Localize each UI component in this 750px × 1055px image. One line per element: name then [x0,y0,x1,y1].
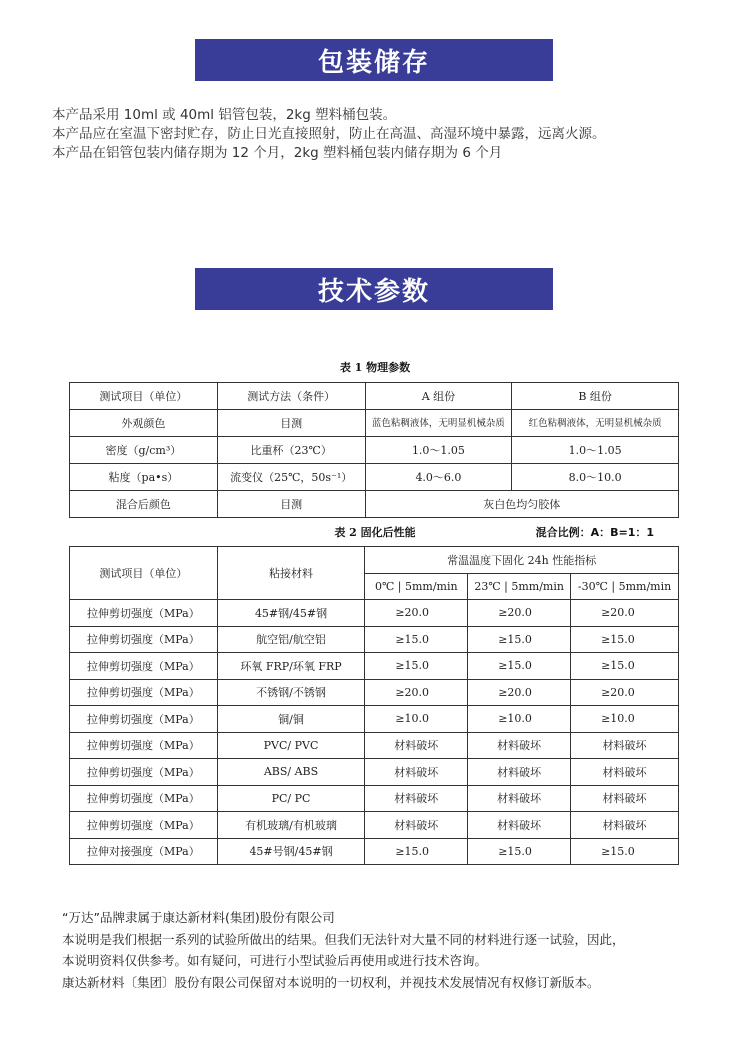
table-cell: 拉伸剪切强度（MPa） [70,679,218,706]
table-cell: 外观颜色 [70,410,218,437]
table-row [70,491,679,518]
table-row [70,437,679,464]
table-row [70,732,679,759]
table-cell: ≥15.0 [365,626,468,653]
storage-text [52,106,712,163]
table-cell: 1.0～1.05 [365,437,512,464]
table-cell: ≥10.0 [468,706,571,733]
table-cell: ≥15.0 [365,838,468,865]
table2-caption: 表 2 固化后性能 [334,526,416,539]
header-cell: 0℃ | 5mm/min [365,574,468,600]
table1-caption: 表 1 物理参数 [339,361,411,374]
table-cell: 45#钢/45#钢 [217,600,365,627]
table-row [70,653,679,680]
header-cell: 测试项目（单位） [70,547,218,600]
table-cell: 拉伸剪切强度（MPa） [70,626,218,653]
mix-ratio: 混合比例：A：B=1：1 [535,526,654,539]
table-cell: 比重杯（23℃） [217,437,365,464]
storage-line: 本产品应在室温下密封贮存，防止日光直接照射，防止在高温、高湿环境中暴露，远离火源。 [52,126,606,142]
table-cell: 拉伸对接强度（MPa） [70,838,218,865]
table-row [70,600,679,627]
footer-text [62,907,722,993]
table-cell: 材料破坏 [365,732,468,759]
table-cell: ABS/ ABS [217,759,365,786]
table-row [70,626,679,653]
table-cell: 拉伸剪切强度（MPa） [70,812,218,839]
table-cell: 拉伸剪切强度（MPa） [70,600,218,627]
table-cell: ≥15.0 [571,838,679,865]
table-cell: ≥15.0 [468,626,571,653]
table-row [70,679,679,706]
table-cell: 材料破坏 [571,812,679,839]
table-cell: 材料破坏 [468,785,571,812]
table-cell: 材料破坏 [571,732,679,759]
table-cell: ≥10.0 [571,706,679,733]
footer-line: 康达新材料〔集团〕股份有限公司保留对本说明的一切权利，并视技术发展情况有权修订新版本。 [62,974,600,990]
table-cell: 45#号钢/45#钢 [217,838,365,865]
table-cell: PVC/ PVC [217,732,365,759]
table-cell: 拉伸剪切强度（MPa） [70,732,218,759]
table-cell: 灰白色均匀胶体 [365,491,678,518]
header-cell: 粘接材料 [217,547,365,600]
table-row [70,759,679,786]
table-cell: 拉伸剪切强度（MPa） [70,653,218,680]
table-cell: 环氧 FRP/环氧 FRP [217,653,365,680]
table-cell: 材料破坏 [365,759,468,786]
header-cell: 测试项目（单位） [70,383,218,410]
table-cell: 有机玻璃/有机玻璃 [217,812,365,839]
table-cell: ≥20.0 [365,679,468,706]
table-cell: 4.0～6.0 [365,464,512,491]
footer-line: 本说明资料仅供参考。如有疑问，可进行小型试验后再使用或进行技术咨询。 [62,953,488,968]
table-cell: ≥15.0 [468,653,571,680]
packaging-storage-banner: 包装储存 [195,39,553,81]
table-cell: 材料破坏 [571,785,679,812]
table-cell: 目测 [217,491,365,518]
table-row [70,706,679,733]
table-row [70,464,679,491]
table-cell: 材料破坏 [365,785,468,812]
table-header-row [70,383,679,410]
table-cell: 拉伸剪切强度（MPa） [70,759,218,786]
table-cell: 航空铝/航空铝 [217,626,365,653]
table-cell: 拉伸剪切强度（MPa） [70,785,218,812]
header-cell: A 组份 [365,383,512,410]
header-cell: 常温温度下固化 24h 性能指标 [365,547,679,574]
table-row [70,812,679,839]
table-row [70,785,679,812]
storage-line: 本产品在铝管包装内储存期为 12 个月，2kg 塑料桶包装内储存期为 6 个月 [52,145,503,161]
table-cell: ≥15.0 [365,653,468,680]
table-cell: ≥15.0 [468,838,571,865]
table-cell: ≥15.0 [571,653,679,680]
table-cell: ≥20.0 [468,679,571,706]
header-cell: 23℃ | 5mm/min [468,574,571,600]
table-cell: 材料破坏 [468,759,571,786]
table-row [70,410,679,437]
table-cell: 材料破坏 [468,732,571,759]
table-cell: PC/ PC [217,785,365,812]
storage-line: 本产品采用 10ml 或 40ml 铝管包装，2kg 塑料桶包装。 [52,107,397,123]
cured-properties-table [69,546,679,865]
table-cell: 8.0～10.0 [512,464,679,491]
header-cell: B 组份 [512,383,679,410]
table-cell: 材料破坏 [365,812,468,839]
table-cell: 密度（g/cm³） [70,437,218,464]
table-cell: 混合后颜色 [70,491,218,518]
table-cell: 红色粘稠液体，无明显机械杂质 [512,410,679,437]
table-cell: 蓝色粘稠液体，无明显机械杂质 [365,410,512,437]
table-cell: 不锈钢/不锈钢 [217,679,365,706]
table-cell: 粘度（pa•s） [70,464,218,491]
physical-params-table [69,382,679,518]
table-cell: ≥15.0 [571,626,679,653]
table-cell: 材料破坏 [468,812,571,839]
header-cell: -30℃ | 5mm/min [571,574,679,600]
table-row [70,838,679,865]
table-cell: 1.0～1.05 [512,437,679,464]
table-cell: ≥20.0 [571,679,679,706]
table-cell: ≥10.0 [365,706,468,733]
table-cell: ≥20.0 [365,600,468,627]
tech-params-banner: 技术参数 [195,268,553,310]
table-cell: 目测 [217,410,365,437]
footer-line: 本说明是我们根据一系列的试验所做出的结果。但我们无法针对大量不同的材料进行逐一试验，因此， [62,931,625,947]
footer-line: “万达”品牌隶属于康达新材料(集团)股份有限公司 [62,910,335,925]
header-cell: 测试方法（条件） [217,383,365,410]
table-header-row [70,547,679,574]
table-cell: ≥20.0 [571,600,679,627]
table-cell: 流变仪（25℃，50s⁻¹） [217,464,365,491]
table-cell: 拉伸剪切强度（MPa） [70,706,218,733]
table-cell: 材料破坏 [571,759,679,786]
table-cell: 铜/铜 [217,706,365,733]
table-cell: ≥20.0 [468,600,571,627]
